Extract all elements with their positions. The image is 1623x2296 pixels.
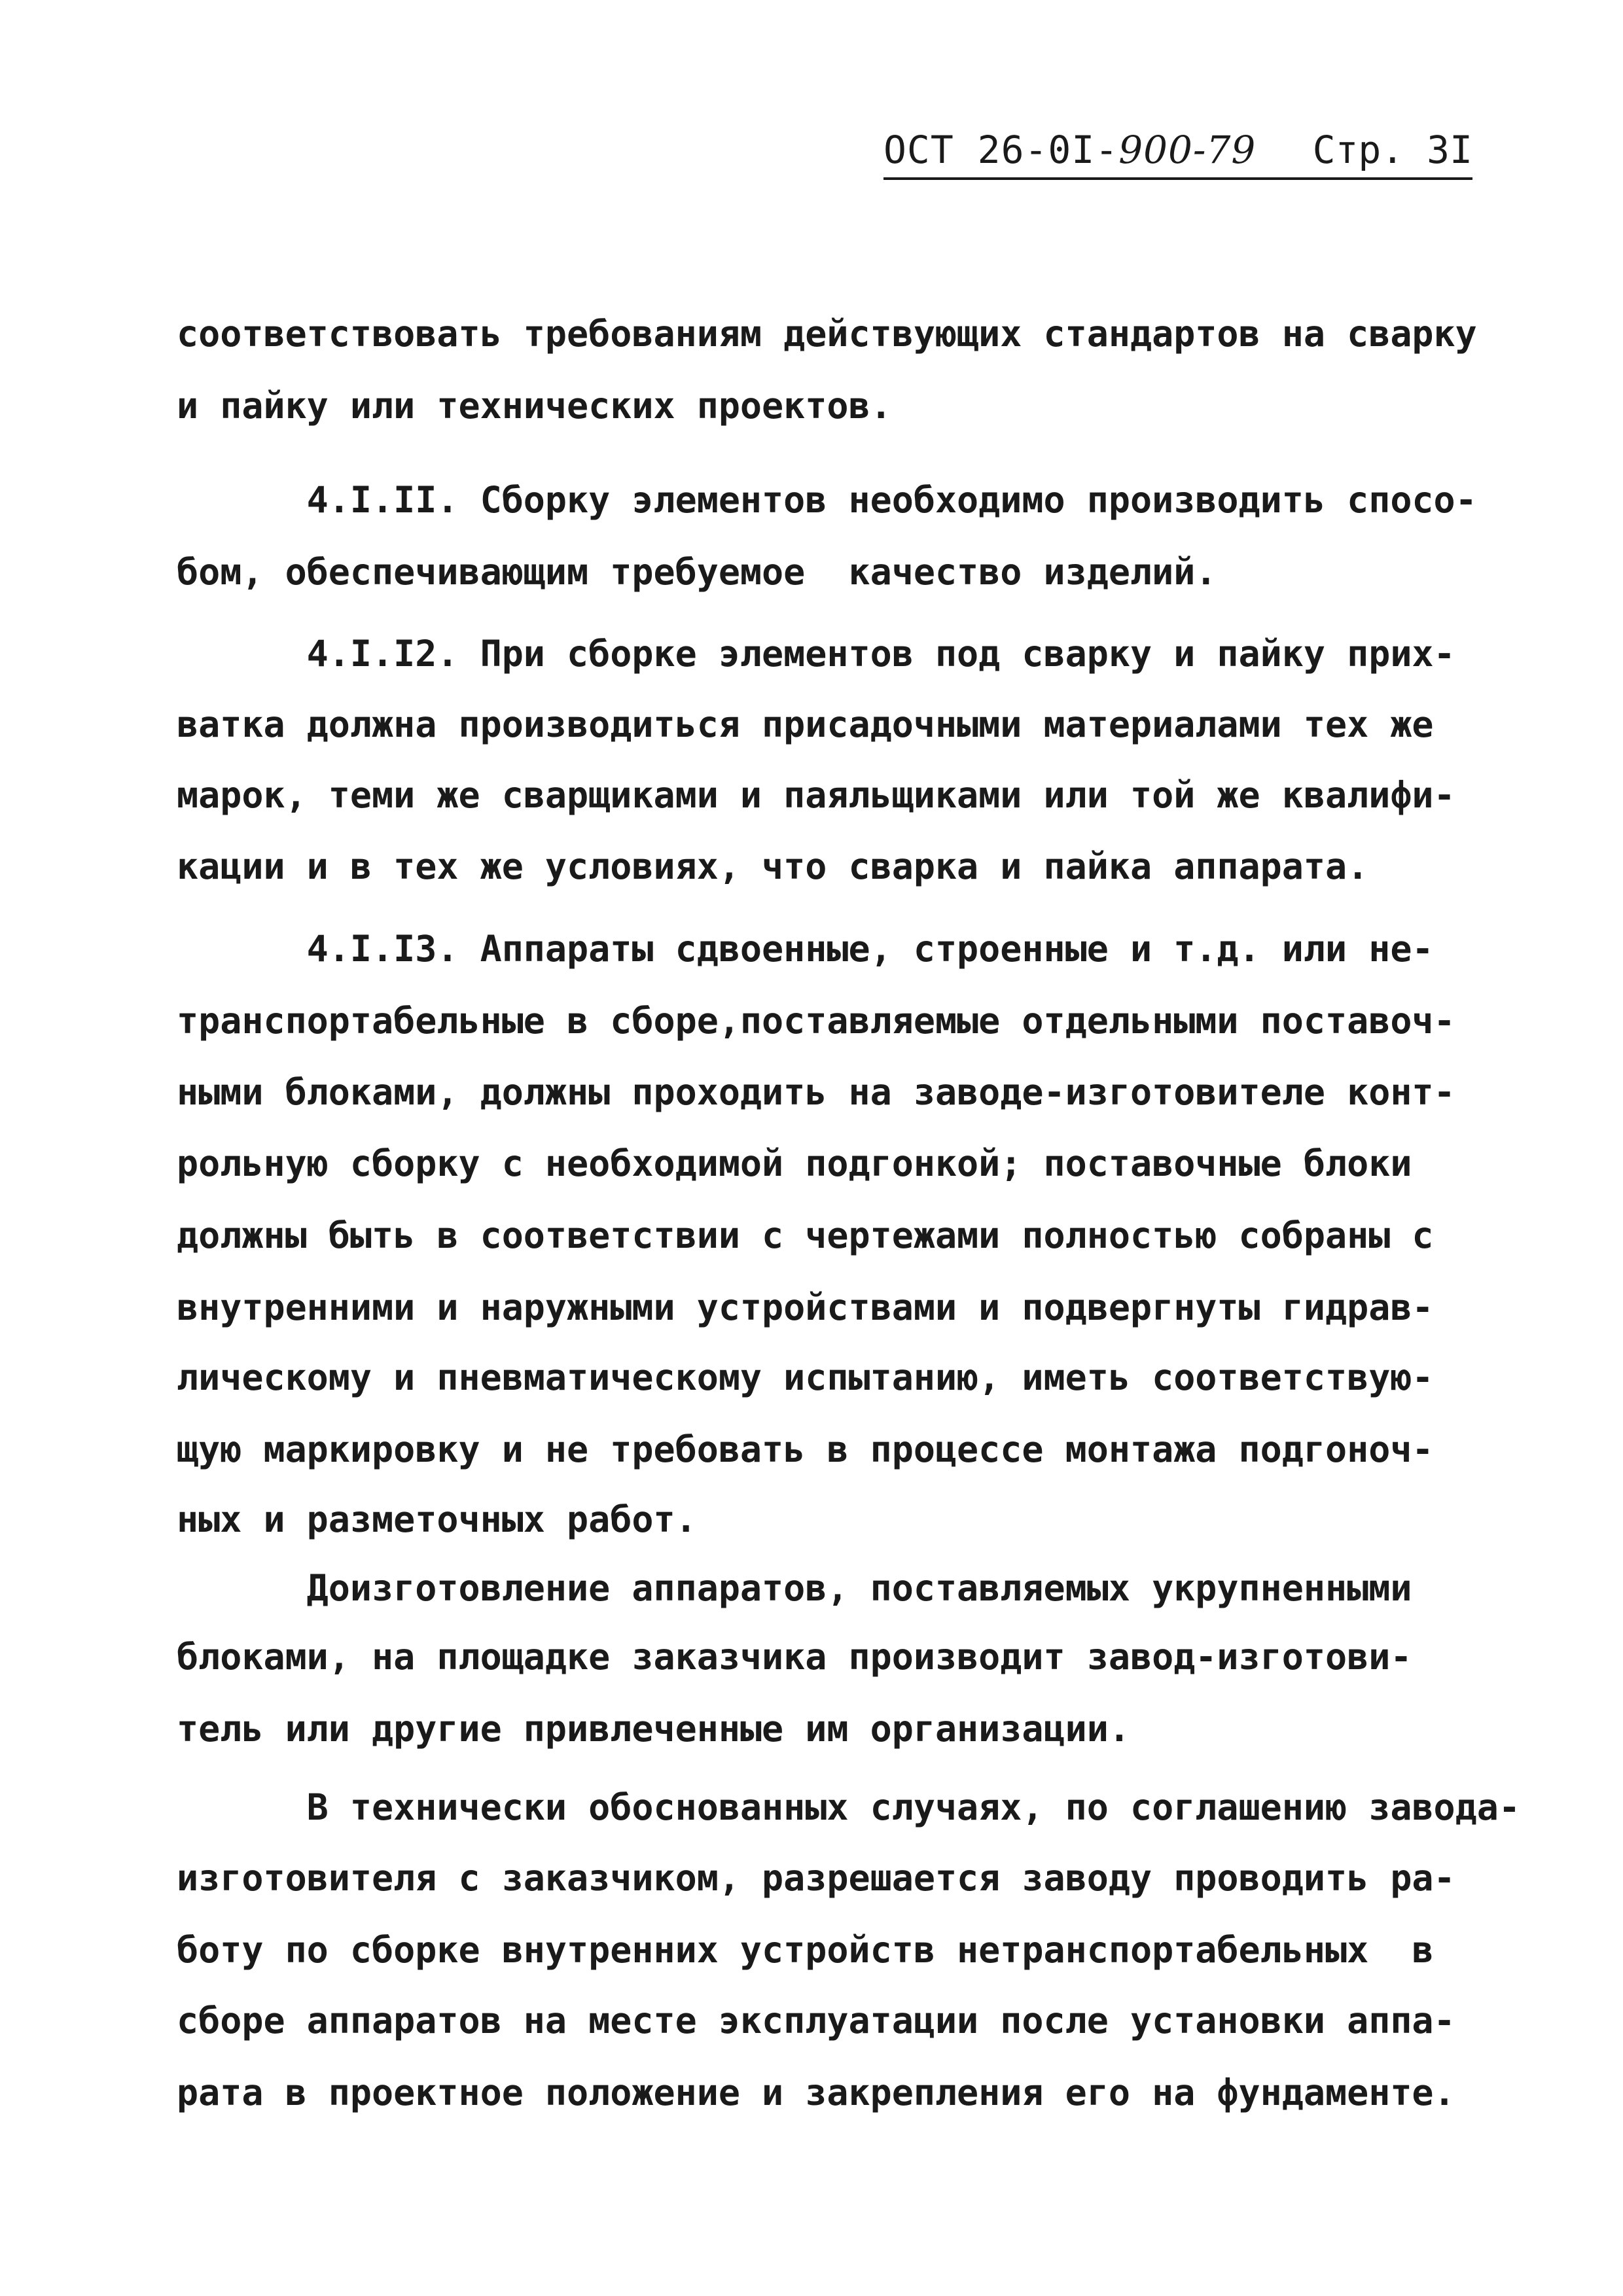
- text-line: должны быть в соответствии с чертежами полностью собраны с: [177, 1214, 1434, 1256]
- text-line: лическому и пневматическому испытанию, иметь соответствую-: [177, 1356, 1434, 1398]
- text-line: изготовителя с заказчиком, разрешается заводу проводить ра-: [177, 1857, 1455, 1899]
- text-line: внутренними и наружными устройствами и подвергнуты гидрав-: [177, 1286, 1434, 1328]
- text-line: кации и в тех же условиях, что сварка и пайка аппарата.: [177, 845, 1369, 887]
- text-line: ных и разметочных работ.: [177, 1498, 697, 1540]
- text-line: сборе аппаратов на месте эксплуатации после установки аппа-: [177, 2000, 1455, 2041]
- text-line: бом, обеспечивающим требуемое качество изделий.: [177, 551, 1217, 593]
- standard-designation: [883, 128, 1256, 172]
- text-line: боту по сборке внутренних устройств нетранспортабельных в: [177, 1929, 1434, 1971]
- text-line: ными блоками, должны проходить на заводе-изготовителе конт-: [177, 1071, 1455, 1113]
- text-line: тель или другие привлеченные им организации.: [177, 1708, 1130, 1750]
- standard-prefix: ОСТ 26-0I-: [883, 128, 1119, 172]
- text-line: рольную сборку с необходимой подгонкой; поставочные блоки: [177, 1142, 1412, 1184]
- text-line: В технически обоснованных случаях, по соглашению завода-: [177, 1786, 1520, 1828]
- text-line: 4.I.II. Сборку элементов необходимо производить спосо-: [177, 479, 1477, 521]
- text-line: 4.I.I2. При сборке элементов под сварку и пайку прих-: [177, 633, 1455, 675]
- standard-number: 900-79: [1118, 128, 1257, 172]
- text-line: 4.I.I3. Аппараты сдвоенные, строенные и т.д. или не-: [177, 928, 1434, 970]
- text-line: и пайку или технических проектов.: [177, 385, 892, 427]
- text-line: блоками, на площадке заказчика производит завод-изготови-: [177, 1636, 1412, 1678]
- text-line: рата в проектное положение и закрепления его на фундаменте.: [177, 2072, 1455, 2113]
- text-line: транспортабельные в сборе,поставляемые отдельными поставоч-: [177, 1000, 1455, 1042]
- text-line: щую маркировку и не требовать в процессе монтажа подгоноч-: [177, 1428, 1434, 1470]
- page-header: [883, 121, 1472, 180]
- text-line: соответствовать требованиям действующих стандартов на сварку: [177, 313, 1477, 355]
- text-line: ватка должна производиться присадочными материалами тех же: [177, 703, 1434, 745]
- page-number: Стр. 3I: [1312, 128, 1472, 172]
- text-line: Доизготовление аппаратов, поставляемых укрупненными: [177, 1567, 1412, 1609]
- text-line: марок, теми же сварщиками и паяльщиками или той же квалифи-: [177, 774, 1455, 816]
